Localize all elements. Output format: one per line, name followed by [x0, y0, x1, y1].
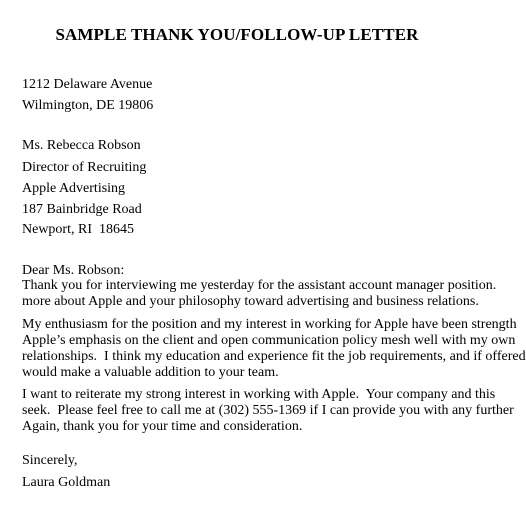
paragraph-2-line-4: would make a valuable addition to your team.	[22, 365, 279, 380]
signature-name: Laura Goldman	[22, 475, 111, 490]
recipient-title: Director of Recruiting	[22, 160, 147, 175]
paragraph-4: Again, thank you for your time and consideration.	[22, 419, 303, 434]
closing: Sincerely,	[22, 453, 78, 468]
paragraph-2-line-2: Apple’s emphasis on the client and open communication policy mesh well with my own	[22, 333, 516, 348]
paragraph-2-line-3: relationships. I think my education and experience fit the job requirements, and if offered	[22, 349, 526, 364]
letter-title: SAMPLE THANK YOU/FOLLOW-UP LETTER	[55, 25, 419, 44]
recipient-name: Ms. Rebecca Robson	[22, 138, 141, 153]
sender-city-line: Wilmington, DE 19806	[22, 98, 154, 113]
paragraph-3-line-1: I want to reiterate my strong interest in working with Apple. Your company and this	[22, 387, 496, 402]
sender-street: 1212 Delaware Avenue	[22, 77, 153, 92]
recipient-street: 187 Bainbridge Road	[22, 202, 142, 217]
recipient-company: Apple Advertising	[22, 181, 126, 196]
paragraph-2-line-1: My enthusiasm for the position and my interest in working for Apple have been strength	[22, 317, 517, 332]
paragraph-1-line-2: more about Apple and your philosophy toward advertising and business relations.	[22, 294, 479, 309]
salutation: Dear Ms. Robson:	[22, 263, 125, 278]
paragraph-1-line-1: Thank you for interviewing me yesterday for the assistant account manager position.	[22, 278, 497, 293]
recipient-city-line: Newport, RI 18645	[22, 222, 134, 237]
paragraph-3-line-2: seek. Please feel free to call me at (302) 555-1369 if I can provide you with any further	[22, 403, 514, 418]
